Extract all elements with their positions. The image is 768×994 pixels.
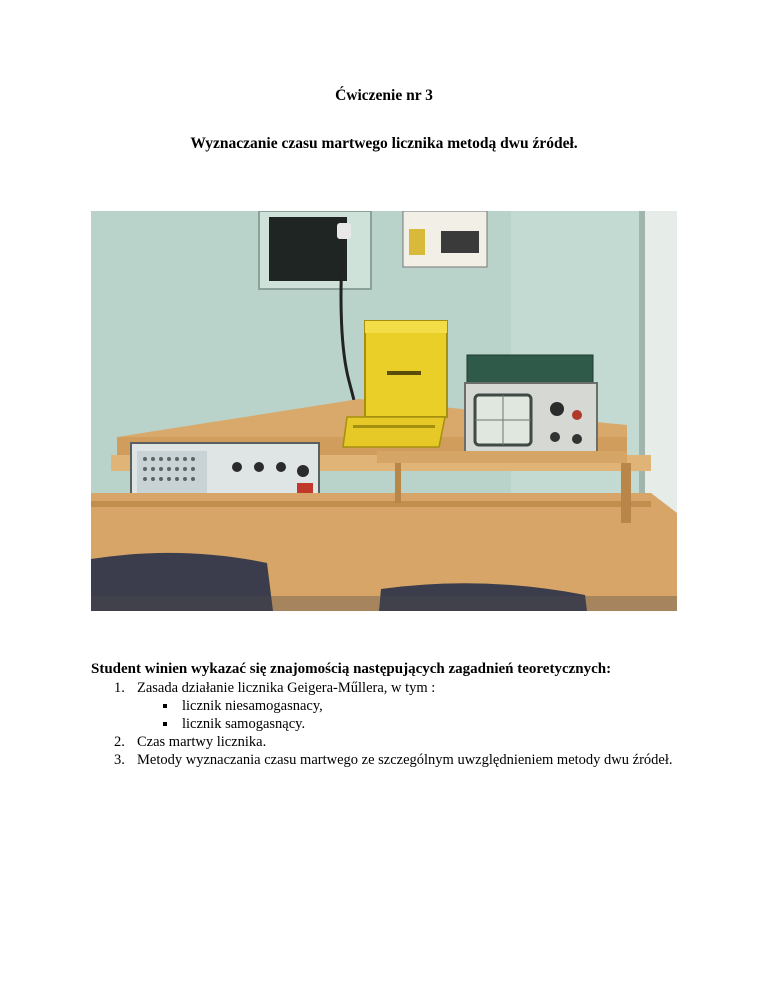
- list-item: [91, 751, 697, 769]
- exercise-subtitle: Wyznaczanie czasu martwego licznika metodą dwu źródeł.: [190, 135, 578, 152]
- sub-list-item-text: licznik samogasnący.: [182, 716, 306, 732]
- requirements-heading: Student winien wykazać się znajomością następujących zagadnień teoretycznych:: [91, 661, 612, 677]
- list-item: [91, 679, 731, 697]
- list-item-text: Czas martwy licznika.: [137, 734, 267, 750]
- list-item-text: Zasada działanie licznika Geigera-Műllera, w tym :: [137, 680, 436, 696]
- sub-list-item: [91, 697, 731, 715]
- list-number: 2.: [114, 734, 125, 750]
- bullet-icon: [163, 704, 167, 708]
- sub-list-item: [91, 715, 731, 733]
- list-item-text: Metody wyznaczania czasu martwego ze szczególnym uwzględnieniem metody dwu źródeł.: [137, 752, 673, 768]
- requirements-list: [91, 679, 731, 769]
- bullet-icon: [163, 722, 167, 726]
- lab-equipment-photo: [91, 211, 677, 611]
- list-number: 1.: [114, 680, 125, 696]
- list-item: [91, 733, 731, 751]
- list-number: 3.: [114, 752, 125, 768]
- exercise-title: Ćwiczenie nr 3: [335, 87, 433, 104]
- sub-list-item-text: licznik niesamogasnacy,: [182, 698, 323, 714]
